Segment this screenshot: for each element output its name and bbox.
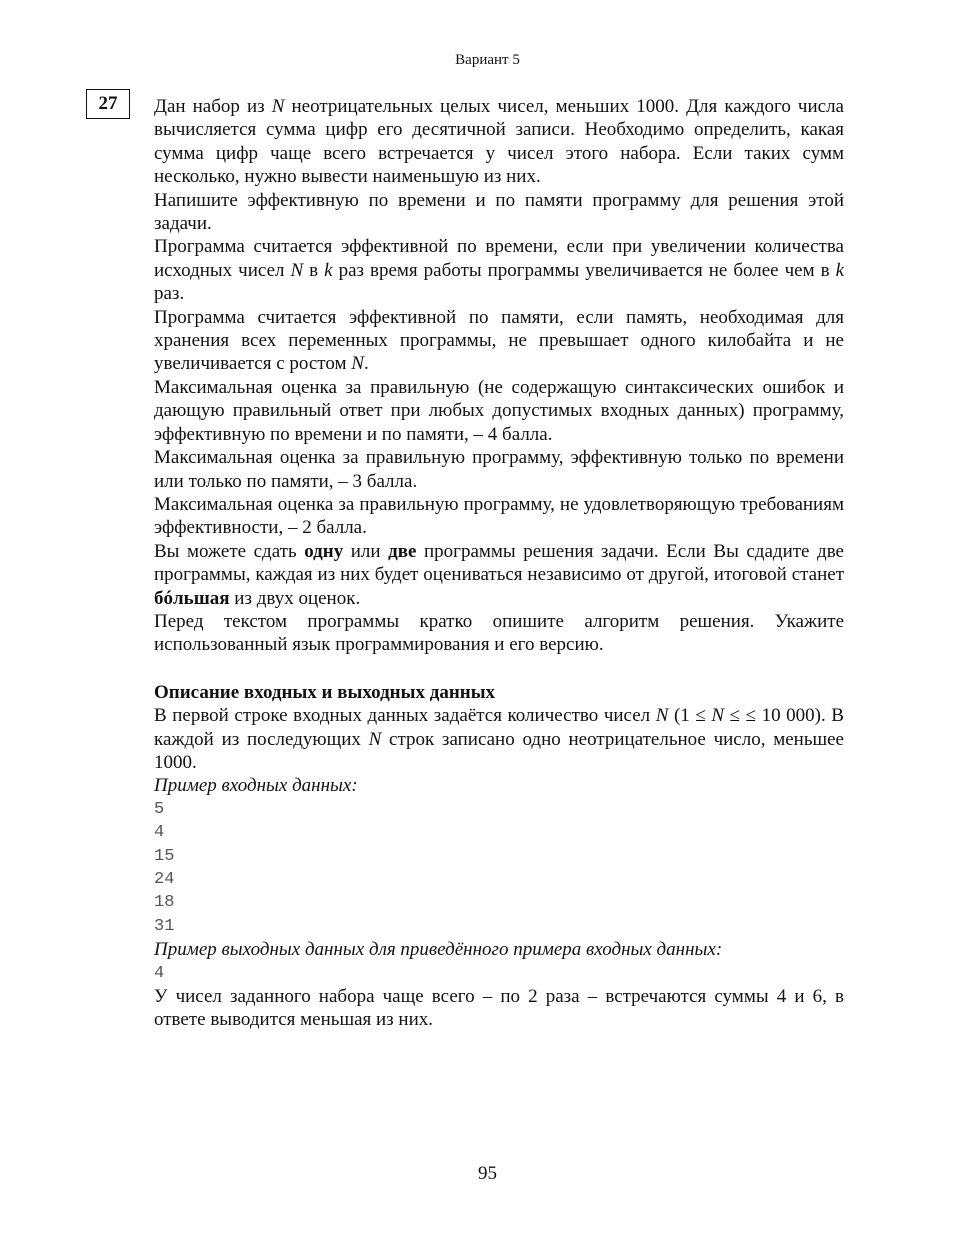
input-line: 5 [154,799,165,819]
algorithm-paragraph: Перед текстом программы кратко опишите алгоритм решения. Укажите использованный язык программирования и его версию. [154,610,844,656]
p8-b: или [343,540,389,562]
score-4-paragraph: Максимальная оценка за правильную (не содержащую синтаксических ошибок и дающую правильный ответ при любых допустимых входных данных) программу, эффективную по времени и по памяти, – 4 балла. [154,376,844,445]
output-example-block [154,962,844,985]
memory-efficiency-paragraph [154,306,844,376]
input-line: 4 [154,823,165,843]
p3-c: раз время работы программы увеличивается не более чем в [332,259,836,281]
io-desc-d: строк записано одно неотрицательное число, меньшее 1000. [154,728,844,773]
bold-one: одну [304,540,344,562]
input-line: 15 [154,846,175,866]
var-n: N [711,705,725,727]
input-line: 31 [154,916,175,936]
var-n: N [290,259,304,281]
page-header: Вариант 5 [455,52,520,68]
var-n: N [351,353,364,375]
p3-a: Программа считается эффективной по времени, если при увеличении количества исходных чисел [154,236,844,281]
task-content [154,95,844,1032]
p4-b: . [363,353,369,375]
intro-text-2: неотрицательных целых чисел, меньших 1000. Для каждого числа вычисляется сумма цифр его десятичной записи. Необходимо определить, какая сумма цифр чаще всего встречается у чисел этого набора. Если таких сумм несколько, нужно вывести наименьшую из них. [154,96,844,188]
bold-bigger: бóльшая [154,587,230,609]
p8-a: Вы можете сдать [154,540,305,562]
io-heading: Описание входных и выходных данных [154,681,496,703]
var-n: N [655,705,669,727]
output-line: 4 [154,963,165,983]
p4-a: Программа считается эффективной по памяти, если память, необходимая для хранения всех переменных программы, не превышает одного килобайта и не увеличивается с ростом [154,306,844,375]
p8-d: из двух оценок. [229,587,361,609]
score-2-paragraph: Максимальная оценка за правильную программу, не удовлетворяющую требованиям эффективности, – 2 балла. [154,493,844,539]
io-desc-b: (1 ≤ [668,705,712,727]
input-example-label: Пример входных данных: [154,775,358,797]
example-explanation: У чисел заданного набора чаще всего – по 2 раза – встречаются суммы 4 и 6, в ответе выводится меньшая из них. [154,986,844,1031]
var-n: N [271,96,285,117]
page-number: 95 [478,1163,497,1184]
spacer [154,657,844,681]
io-description [154,704,844,774]
input-line: 18 [154,893,175,913]
p3-b: в [303,259,325,281]
input-line: 24 [154,870,175,889]
input-example-block [154,798,844,938]
time-efficiency-paragraph [154,235,844,305]
io-desc-a: В первой строке входных данных задаётся количество чисел [154,705,656,727]
submission-paragraph [154,540,844,610]
output-example-label: Пример выходных данных для приведённого примера входных данных: [154,939,723,961]
intro-paragraph [154,95,844,189]
var-k: k [324,259,333,281]
p3-d: раз. [154,283,185,305]
efficiency-paragraph: Напишите эффективную по времени и по памяти программу для решения этой задачи. [154,189,844,235]
score-3-paragraph: Максимальная оценка за правильную программу, эффективную только по времени или только по памяти, – 3 балла. [154,447,844,492]
task-number-box: 27 [86,89,130,119]
var-k: k [835,259,844,281]
var-n: N [368,728,382,750]
bold-two: две [388,540,417,562]
p8-c: программы решения задачи. Если Вы сдадите две программы, каждая из них будет оцениваться независимо от другой, итоговой станет [154,540,844,586]
io-desc-c: ≤ ≤ 10 000). В каждой из последующих [154,705,844,750]
intro-text-1: Дан набор из [154,96,272,117]
